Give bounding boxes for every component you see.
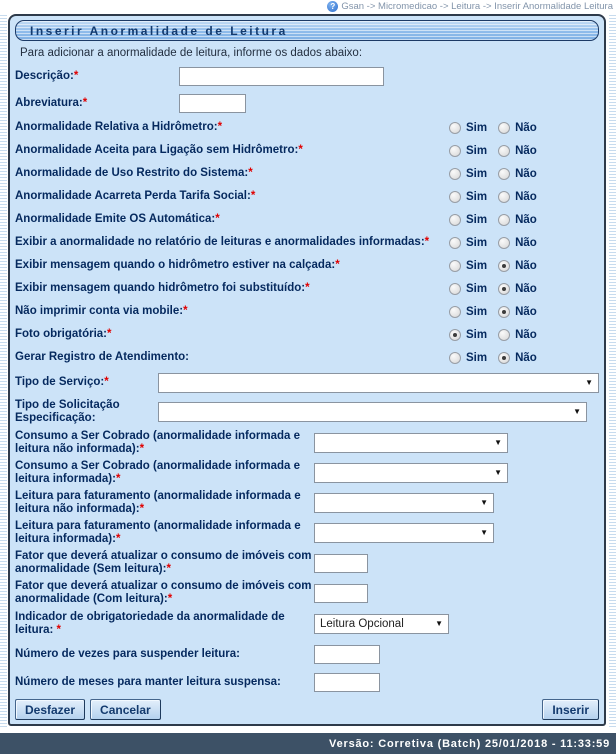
radio-nao[interactable] (498, 352, 510, 364)
right-decor-rail (609, 14, 616, 727)
dropdown-arrow-icon: ▼ (435, 619, 443, 628)
leitura-informada-select[interactable] (314, 523, 494, 543)
radio-sim[interactable] (449, 168, 461, 180)
radio-sim-label: Sim (466, 282, 488, 295)
radio-sim-label: Sim (466, 121, 488, 134)
radio-sim-label: Sim (466, 305, 488, 318)
field-label: Consumo a Ser Cobrado (anormalidade informada e leitura informada):* (15, 460, 300, 485)
descricao-input[interactable] (179, 67, 384, 86)
radio-nao[interactable] (498, 214, 510, 226)
radio-nao-label: Não (515, 328, 537, 341)
radio-sim-label: Sim (466, 213, 488, 226)
dropdown-arrow-icon: ▼ (494, 468, 502, 477)
field-row-leitura-faturamento-informada (13, 518, 601, 548)
radio-row-emite-os-automatica (13, 208, 601, 231)
dropdown-arrow-icon: ▼ (573, 407, 581, 416)
radio-nao[interactable] (498, 168, 510, 180)
field-label: Descrição:* (15, 69, 79, 82)
field-row-leitura-faturamento-nao-informada (13, 488, 601, 518)
sim-nao-radio-group (449, 283, 553, 295)
field-label: Número de meses para manter leitura suspensa: (15, 675, 281, 688)
sim-nao-radio-group (449, 237, 553, 249)
radio-nao-label: Não (515, 259, 537, 272)
dropdown-arrow-icon: ▼ (480, 528, 488, 537)
field-label: Fator que deverá atualizar o consumo de imóveis com anormalidade (Sem leitura):* (15, 550, 312, 575)
sim-nao-radio-group (449, 306, 553, 318)
radio-row-mensagem-calcada (13, 254, 601, 277)
radio-sim[interactable] (449, 191, 461, 203)
radio-sim-label: Sim (466, 351, 488, 364)
field-label: Gerar Registro de Atendimento: (15, 351, 190, 363)
field-label: Tipo de Solicitação Especificação: (15, 399, 120, 424)
field-row-consumo-leitura-nao-informada (13, 428, 601, 458)
radio-sim[interactable] (449, 214, 461, 226)
radio-sim[interactable] (449, 260, 461, 272)
help-icon[interactable]: ? (327, 1, 338, 12)
breadcrumb (327, 0, 613, 13)
radio-row-gerar-registro-atendimento (13, 346, 601, 369)
field-label: Leitura para faturamento (anormalidade informada e leitura informada):* (15, 520, 301, 545)
tipo-solicitacao-select[interactable] (158, 402, 587, 422)
sim-nao-radio-group (449, 260, 553, 272)
dropdown-arrow-icon: ▼ (480, 498, 488, 507)
radio-nao-label: Não (515, 282, 537, 295)
radio-nao[interactable] (498, 306, 510, 318)
radio-nao-label: Não (515, 213, 537, 226)
radio-row-relativa-hidrometro (13, 116, 601, 139)
radio-row-uso-restrito (13, 162, 601, 185)
field-label: Exibir mensagem quando o hidrômetro estiver na calçada:* (15, 259, 340, 271)
field-row-numero-vezes-suspender (13, 640, 601, 668)
radio-nao-label: Não (515, 351, 537, 364)
sim-nao-radio-group (449, 145, 553, 157)
radio-nao[interactable] (498, 191, 510, 203)
field-label: Consumo a Ser Cobrado (anormalidade informada e leitura não informada):* (15, 430, 300, 455)
radio-row-nao-imprimir-mobile (13, 300, 601, 323)
leitura-nao-informada-select[interactable] (314, 493, 494, 513)
field-row-indicador-obrigatoriedade (13, 608, 601, 640)
version-text: Versão: Corretiva (Batch) 25/01/2018 - 11:33:59 (329, 737, 610, 750)
radio-sim-label: Sim (466, 259, 488, 272)
radio-sim[interactable] (449, 237, 461, 249)
radio-nao-label: Não (515, 167, 537, 180)
radio-nao-label: Não (515, 144, 537, 157)
sim-nao-radio-group (449, 329, 553, 341)
field-label: Anormalidade Emite OS Automática:* (15, 213, 220, 225)
field-row-tipo-solicitacao (13, 396, 601, 428)
field-label: Fator que deverá atualizar o consumo de imóveis com anormalidade (Com leitura):* (15, 580, 312, 605)
field-label: Número de vezes para suspender leitura: (15, 647, 240, 660)
radio-sim-label: Sim (466, 190, 488, 203)
radio-nao[interactable] (498, 329, 510, 341)
page-title: Inserir Anormalidade de Leitura (30, 23, 288, 38)
numero-meses-input[interactable] (314, 673, 380, 692)
radio-sim[interactable] (449, 306, 461, 318)
fator-com-leitura-input[interactable] (314, 584, 368, 603)
field-label: Anormalidade Relativa a Hidrômetro:* (15, 121, 223, 133)
field-row-consumo-leitura-informada (13, 458, 601, 488)
fator-sem-leitura-input[interactable] (314, 554, 368, 573)
field-row-descricao (13, 62, 601, 90)
abreviatura-input[interactable] (179, 94, 246, 113)
form-title-bar (15, 20, 599, 41)
radio-nao-label: Não (515, 236, 537, 249)
radio-nao-label: Não (515, 305, 537, 318)
field-label: Leitura para faturamento (anormalidade informada e leitura não informada):* (15, 490, 301, 515)
field-label: Anormalidade Acarreta Perda Tarifa Social:* (15, 190, 256, 202)
field-row-fator-com-leitura (13, 578, 601, 608)
form-intro-text: Para adicionar a anormalidade de leitura, informe os dados abaixo: (20, 47, 363, 59)
field-label: Indicador de obrigatoriedade da anormalidade de leitura: * (15, 611, 285, 636)
radio-row-exibir-relatorio-leituras (13, 231, 601, 254)
radio-nao[interactable] (498, 122, 510, 134)
sim-nao-radio-group (449, 352, 553, 364)
cancelar-button[interactable]: Cancelar (90, 699, 161, 720)
field-label: Anormalidade de Uso Restrito do Sistema:* (15, 167, 253, 179)
field-label: Abreviatura:* (15, 96, 88, 109)
breadcrumb-path: Gsan -> Micromedicao -> Leitura -> Inserir Anormalidade Leitura (341, 1, 613, 12)
radio-sim[interactable] (449, 145, 461, 157)
radio-sim[interactable] (449, 283, 461, 295)
radio-nao-label: Não (515, 121, 537, 134)
radio-row-foto-obrigatoria (13, 323, 601, 346)
field-label: Exibir mensagem quando hidrômetro foi substituído:* (15, 282, 310, 294)
radio-nao-label: Não (515, 190, 537, 203)
radio-sim-label: Sim (466, 328, 488, 341)
sim-nao-radio-group (449, 191, 553, 203)
radio-nao[interactable] (498, 145, 510, 157)
radio-row-aceita-ligacao-sem-hidrometro (13, 139, 601, 162)
form-actions (13, 699, 601, 724)
numero-vezes-input[interactable] (314, 645, 380, 664)
dropdown-arrow-icon: ▼ (585, 377, 593, 387)
field-label: Anormalidade Aceita para Ligação sem Hidrômetro:* (15, 144, 303, 156)
field-label: Foto obrigatória:* (15, 328, 112, 340)
version-footer (0, 733, 616, 754)
field-row-abreviatura (13, 90, 601, 116)
indicador-obrigatoriedade-select[interactable] (314, 614, 449, 634)
desfazer-button[interactable]: Desfazer (15, 699, 85, 720)
field-label: Exibir a anormalidade no relatório de leituras e anormalidades informadas:* (15, 236, 430, 248)
field-row-tipo-servico (13, 369, 601, 396)
field-label: Tipo de Serviço:* (15, 376, 109, 388)
consumo-nao-informada-select[interactable] (314, 433, 508, 453)
select-value: Leitura Opcional (320, 618, 404, 630)
field-row-numero-meses-suspensa (13, 668, 601, 696)
field-label: Não imprimir conta via mobile:* (15, 305, 188, 317)
consumo-informada-select[interactable] (314, 463, 508, 483)
inserir-button[interactable]: Inserir (542, 699, 599, 720)
radio-sim-label: Sim (466, 236, 488, 249)
radio-nao[interactable] (498, 260, 510, 272)
radio-sim-label: Sim (466, 167, 488, 180)
sim-nao-radio-group (449, 214, 553, 226)
sim-nao-radio-group (449, 122, 553, 134)
radio-nao[interactable] (498, 283, 510, 295)
radio-row-perda-tarifa-social (13, 185, 601, 208)
radio-sim[interactable] (449, 122, 461, 134)
radio-sim[interactable] (449, 352, 461, 364)
insert-reading-abnormality-form (8, 14, 606, 726)
radio-row-mensagem-substituido (13, 277, 601, 300)
radio-sim[interactable] (449, 329, 461, 341)
radio-sim-label: Sim (466, 144, 488, 157)
field-row-fator-sem-leitura (13, 548, 601, 578)
radio-nao[interactable] (498, 237, 510, 249)
dropdown-arrow-icon: ▼ (494, 438, 502, 447)
left-decor-rail (0, 14, 7, 727)
sim-nao-radio-group (449, 168, 553, 180)
tipo-servico-select[interactable] (158, 373, 599, 393)
